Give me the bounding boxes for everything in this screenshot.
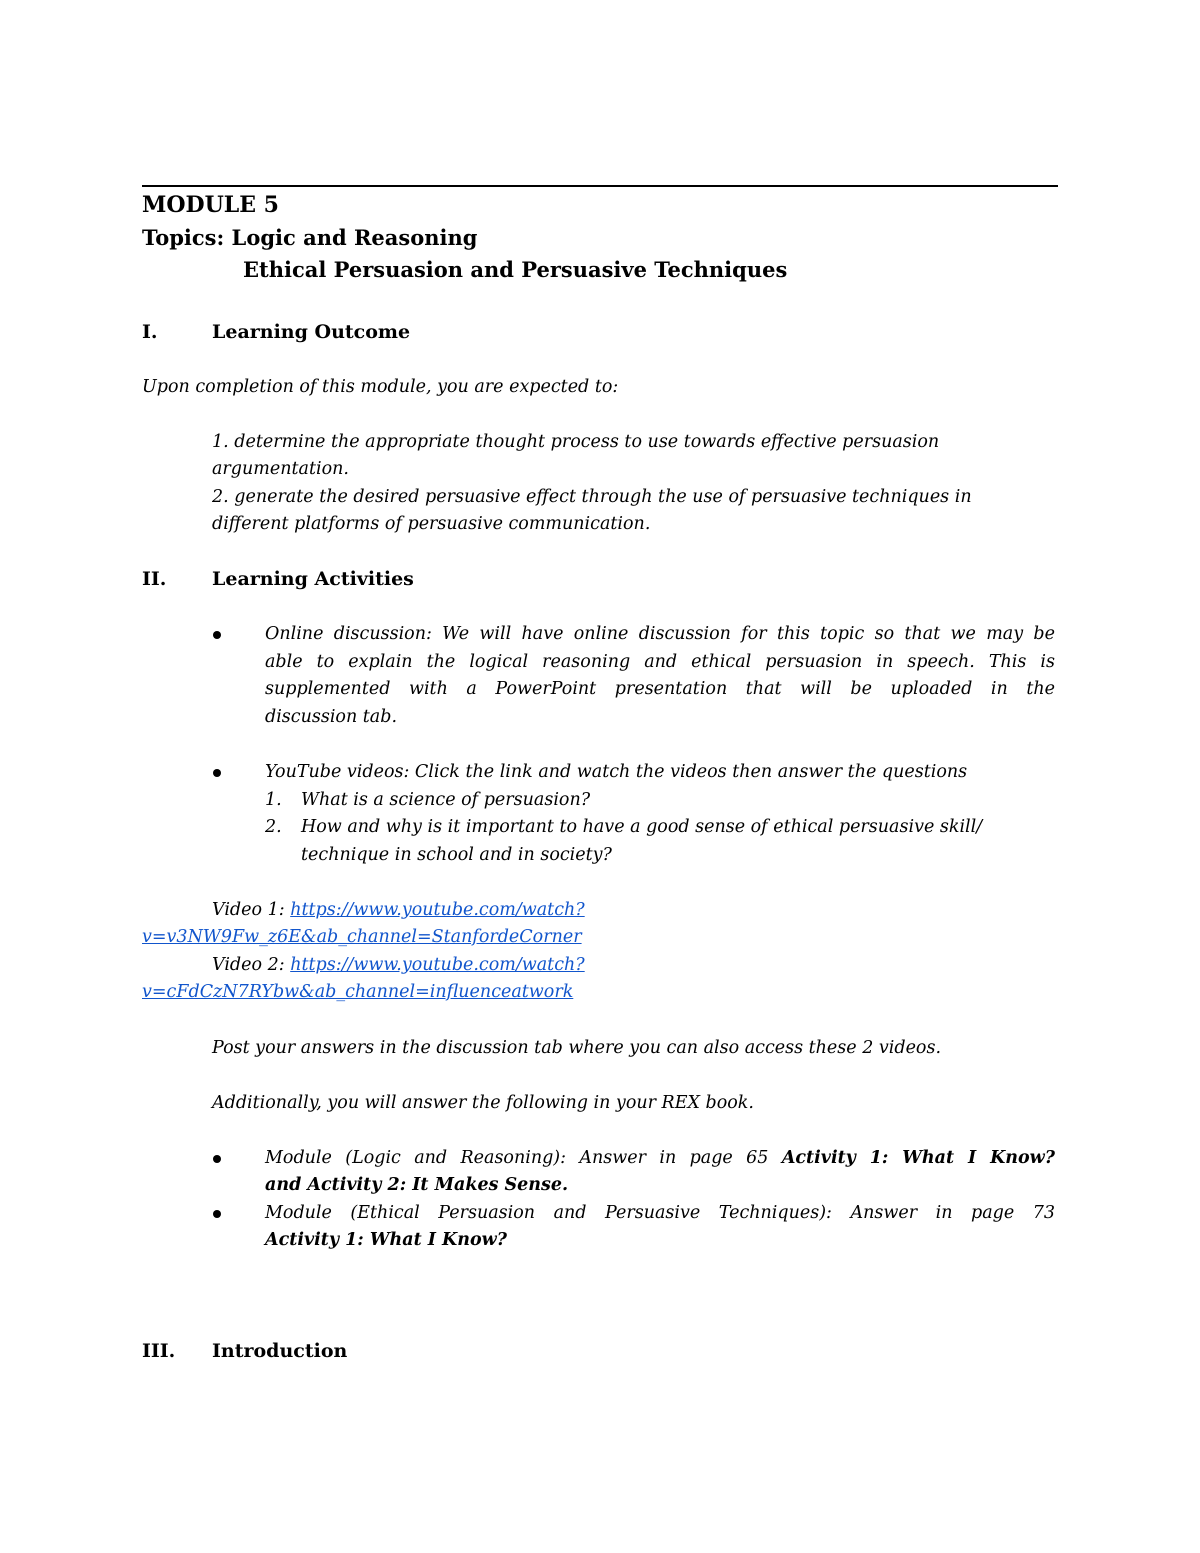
bullet-icon: [213, 1155, 221, 1163]
question-2-text: How and why is it important to have a good sense of ethical persuasive skill/: [301, 817, 983, 837]
section-1-numeral: I.: [142, 321, 158, 343]
topic-second: Ethical Persuasion and Persuasive Techniques: [243, 257, 788, 282]
video-1-line: [212, 900, 585, 920]
outcome-2-line-2: different platforms of persuasive communication.: [212, 514, 651, 534]
post-answers-text: Post your answers in the discussion tab where you can also access these 2 videos.: [212, 1038, 942, 1058]
rex-item-2-line-1: Module (Ethical Persuasion and Persuasive Techniques): Answer in page 73: [265, 1203, 1055, 1223]
outcome-1-line-1: 1. determine the appropriate thought process to use towards effective persuasion: [212, 432, 940, 452]
additionally-text: Additionally, you will answer the following in your REX book.: [212, 1093, 754, 1113]
video-2-label: Video 2:: [212, 955, 291, 975]
bullet-icon: [213, 1210, 221, 1218]
outcome-intro: Upon completion of this module, you are expected to:: [142, 377, 619, 397]
online-discussion-line-4: discussion tab.: [265, 707, 398, 727]
section-3-title: Introduction: [212, 1340, 348, 1362]
topics-line: Topics: Logic and Reasoning: [142, 225, 478, 250]
outcome-2-line-1: 2. generate the desired persuasive effect through the use of persuasive techniques in: [212, 487, 972, 507]
online-discussion-line-1: Online discussion: We will have online discussion for this topic so that we may be: [265, 624, 1055, 644]
header-rule: [142, 185, 1058, 187]
section-2-title: Learning Activities: [212, 568, 414, 590]
online-discussion-line-2: able to explain the logical reasoning and ethical persuasion in speech. This is: [265, 652, 1055, 672]
question-1-text: What is a science of persuasion?: [301, 790, 591, 810]
question-2-number: 2.: [265, 817, 282, 837]
video-1-link-part-2[interactable]: v=v3NW9Fw_z6E&ab_channel=StanfordeCorner: [142, 927, 582, 947]
question-1-number: 1.: [265, 790, 282, 810]
rex-item-1-line-2: and Activity 2: It Makes Sense.: [265, 1175, 569, 1195]
video-1-label: Video 1:: [212, 900, 291, 920]
rex-item-1-bold: Activity 1: What I Know?: [781, 1148, 1055, 1168]
online-discussion-line-3: supplemented with a PowerPoint presentation that will be uploaded in the: [265, 679, 1055, 699]
video-1-link-part-1[interactable]: https://www.youtube.com/watch?: [290, 900, 585, 920]
video-2-line: [212, 955, 585, 975]
rex-item-1-normal: Module (Logic and Reasoning): Answer in page 65: [265, 1148, 769, 1168]
section-2-numeral: II.: [142, 568, 167, 590]
section-3-numeral: III.: [142, 1340, 176, 1362]
video-2-link-part-1[interactable]: https://www.youtube.com/watch?: [290, 955, 585, 975]
youtube-line: YouTube videos: Click the link and watch the videos then answer the questions: [265, 762, 968, 782]
question-2-continued: technique in school and in society?: [301, 845, 612, 865]
section-1-title: Learning Outcome: [212, 321, 411, 343]
bullet-icon: [213, 769, 221, 777]
video-2-link-part-2[interactable]: v=cFdCzN7RYbw&ab_channel=influenceatwork: [142, 982, 574, 1002]
rex-item-2-line-2: Activity 1: What I Know?: [265, 1230, 507, 1250]
rex-item-1-line-1: [265, 1148, 1055, 1168]
module-title: MODULE 5: [142, 192, 279, 218]
bullet-icon: [213, 631, 221, 639]
outcome-1-line-2: argumentation.: [212, 459, 349, 479]
